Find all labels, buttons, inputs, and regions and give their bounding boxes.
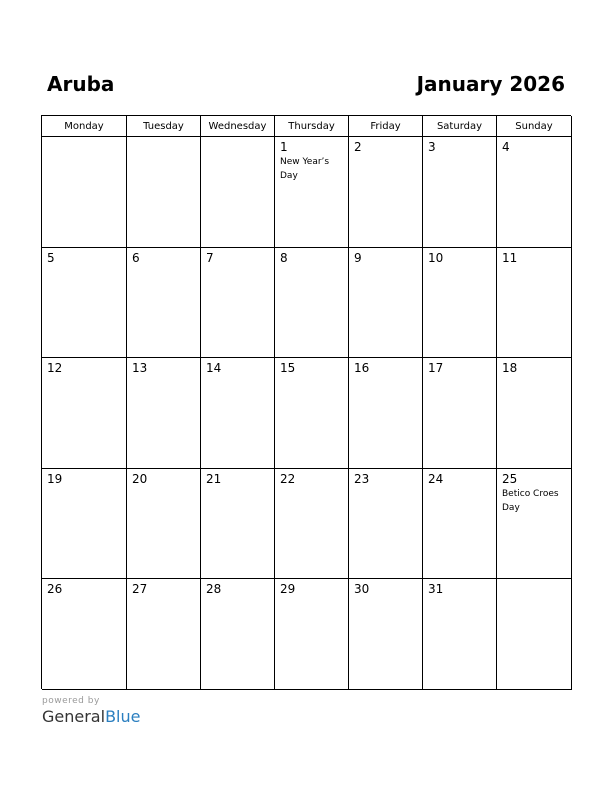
day-cell bbox=[423, 248, 497, 359]
day-number: 24 bbox=[428, 471, 444, 486]
day-cell bbox=[423, 137, 497, 248]
holiday-label: Betico Croes Day bbox=[502, 488, 559, 513]
weekday-header-saturday: Saturday bbox=[423, 116, 497, 137]
weekday-header-monday: Monday bbox=[42, 116, 127, 137]
day-cell bbox=[423, 469, 497, 580]
day-number: 31 bbox=[428, 582, 444, 597]
weekday-header-wednesday: Wednesday bbox=[201, 116, 275, 137]
day-cell bbox=[42, 358, 127, 469]
day-number: 30 bbox=[354, 582, 370, 597]
calendar-grid bbox=[41, 115, 571, 689]
day-cell bbox=[275, 358, 349, 469]
day-number: 19 bbox=[47, 471, 63, 486]
day-cell bbox=[42, 137, 127, 248]
day-cell bbox=[42, 579, 127, 690]
day-number: 5 bbox=[47, 250, 55, 265]
day-number: 9 bbox=[354, 250, 362, 265]
day-cell bbox=[201, 248, 275, 359]
day-number: 15 bbox=[280, 361, 296, 376]
day-number: 3 bbox=[428, 140, 436, 154]
weekday-header-friday: Friday bbox=[349, 116, 423, 137]
day-number: 29 bbox=[280, 582, 296, 597]
day-cell bbox=[275, 469, 349, 580]
day-cell bbox=[349, 137, 423, 248]
day-number: 27 bbox=[132, 582, 148, 597]
day-number: 12 bbox=[47, 361, 63, 376]
day-cell bbox=[201, 358, 275, 469]
day-number: 22 bbox=[280, 471, 296, 486]
day-number: 11 bbox=[502, 250, 518, 265]
day-cell bbox=[349, 469, 423, 580]
day-number: 25 bbox=[502, 471, 518, 486]
day-number: 14 bbox=[206, 361, 222, 376]
day-cell bbox=[201, 469, 275, 580]
powered-by-text: powered by bbox=[42, 696, 100, 706]
day-cell bbox=[497, 248, 572, 359]
day-cell bbox=[423, 579, 497, 690]
weekday-header-sunday: Sunday bbox=[497, 116, 572, 137]
month-title: January 2026 bbox=[416, 72, 565, 96]
day-cell bbox=[497, 579, 572, 690]
day-number: 4 bbox=[502, 140, 510, 154]
weekday-header-thursday: Thursday bbox=[275, 116, 349, 137]
day-number: 6 bbox=[132, 250, 140, 265]
day-number: 21 bbox=[206, 471, 222, 486]
brand-blue-text: Blue bbox=[105, 707, 141, 726]
day-number: 2 bbox=[354, 140, 362, 154]
day-number: 10 bbox=[428, 250, 444, 265]
weekday-header-tuesday: Tuesday bbox=[127, 116, 201, 137]
day-cell bbox=[349, 248, 423, 359]
day-cell bbox=[42, 469, 127, 580]
day-number: 16 bbox=[354, 361, 370, 376]
day-cell bbox=[349, 579, 423, 690]
day-cell bbox=[127, 469, 201, 580]
day-number: 28 bbox=[206, 582, 222, 597]
day-cell bbox=[275, 579, 349, 690]
country-title: Aruba bbox=[47, 72, 115, 96]
generalblue-logo[interactable] bbox=[42, 707, 140, 726]
day-number: 20 bbox=[132, 471, 148, 486]
day-cell bbox=[201, 579, 275, 690]
day-cell bbox=[497, 469, 572, 580]
day-number: 13 bbox=[132, 361, 148, 376]
day-number: 26 bbox=[47, 582, 63, 597]
day-cell bbox=[42, 248, 127, 359]
day-number: 8 bbox=[280, 250, 288, 265]
day-cell bbox=[127, 137, 201, 248]
day-number: 18 bbox=[502, 361, 518, 376]
day-number: 1 bbox=[280, 140, 288, 154]
day-number: 7 bbox=[206, 250, 214, 265]
day-number: 23 bbox=[354, 471, 370, 486]
day-cell bbox=[497, 137, 572, 248]
day-number: 17 bbox=[428, 361, 444, 376]
footer-branding bbox=[42, 696, 140, 726]
day-cell bbox=[127, 358, 201, 469]
day-cell bbox=[127, 579, 201, 690]
holiday-label: New Year’s Day bbox=[280, 157, 330, 181]
day-cell bbox=[275, 137, 349, 248]
day-cell bbox=[423, 358, 497, 469]
day-cell bbox=[201, 137, 275, 248]
day-cell bbox=[127, 248, 201, 359]
brand-general-text: General bbox=[42, 707, 106, 726]
day-cell bbox=[497, 358, 572, 469]
day-cell bbox=[275, 248, 349, 359]
day-cell bbox=[349, 358, 423, 469]
